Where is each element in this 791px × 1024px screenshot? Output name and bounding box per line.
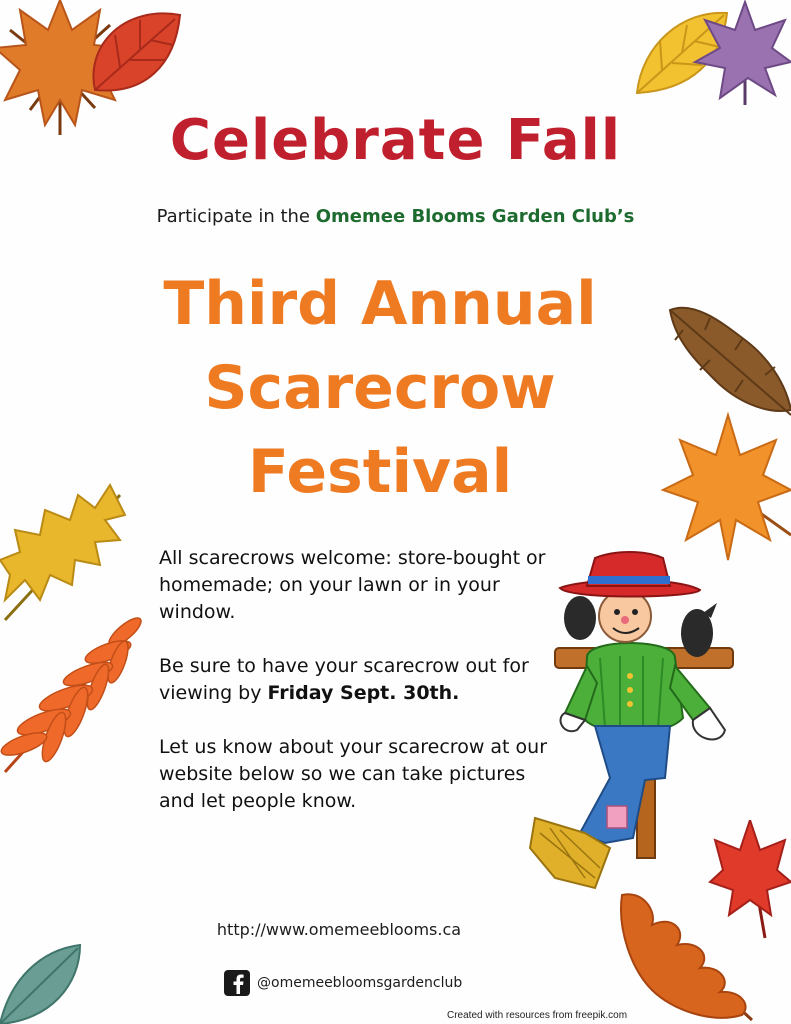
festival-line-1: Third Annual bbox=[163, 269, 597, 339]
scarecrow-illustration bbox=[525, 548, 740, 893]
resource-credit: Created with resources from freepik.com bbox=[447, 1010, 628, 1021]
intro-line bbox=[0, 206, 791, 227]
club-name: Omemee Blooms Garden Club’s bbox=[315, 206, 635, 227]
fern-leaf-orange-left-icon bbox=[0, 612, 150, 777]
paragraph-deadline bbox=[159, 653, 549, 707]
deadline-date: Friday Sept. 30th. bbox=[267, 682, 460, 704]
facebook-icon bbox=[224, 970, 250, 996]
festival-heading bbox=[0, 262, 760, 514]
social-facebook[interactable] bbox=[224, 970, 462, 996]
intro-prefix: Participate in the bbox=[156, 206, 316, 227]
paragraph-website: Let us know about your scarecrow at our website below so we can take pictures and let people know. bbox=[159, 736, 548, 812]
body-text bbox=[159, 545, 549, 842]
deadline-prefix: Be sure to have your scarecrow out for viewing by bbox=[159, 655, 529, 704]
leaf-red-top-left-icon bbox=[85, 5, 185, 100]
paragraph-welcome: All scarecrows welcome: store-bought or homemade; on your lawn or in your window. bbox=[159, 547, 546, 623]
facebook-handle: @omemeebloomsgardenclub bbox=[257, 975, 463, 991]
oak-leaf-orange-bottom-right-icon bbox=[612, 890, 762, 1024]
leaf-teal-bottom-left-icon bbox=[0, 940, 85, 1024]
festival-line-2: Scarecrow bbox=[204, 353, 556, 423]
leaf-purple-top-right-icon bbox=[690, 0, 791, 110]
page-title: Celebrate Fall bbox=[169, 108, 622, 173]
festival-line-3: Festival bbox=[247, 437, 513, 507]
website-link[interactable]: http://www.omemeeblooms.ca bbox=[216, 920, 462, 939]
